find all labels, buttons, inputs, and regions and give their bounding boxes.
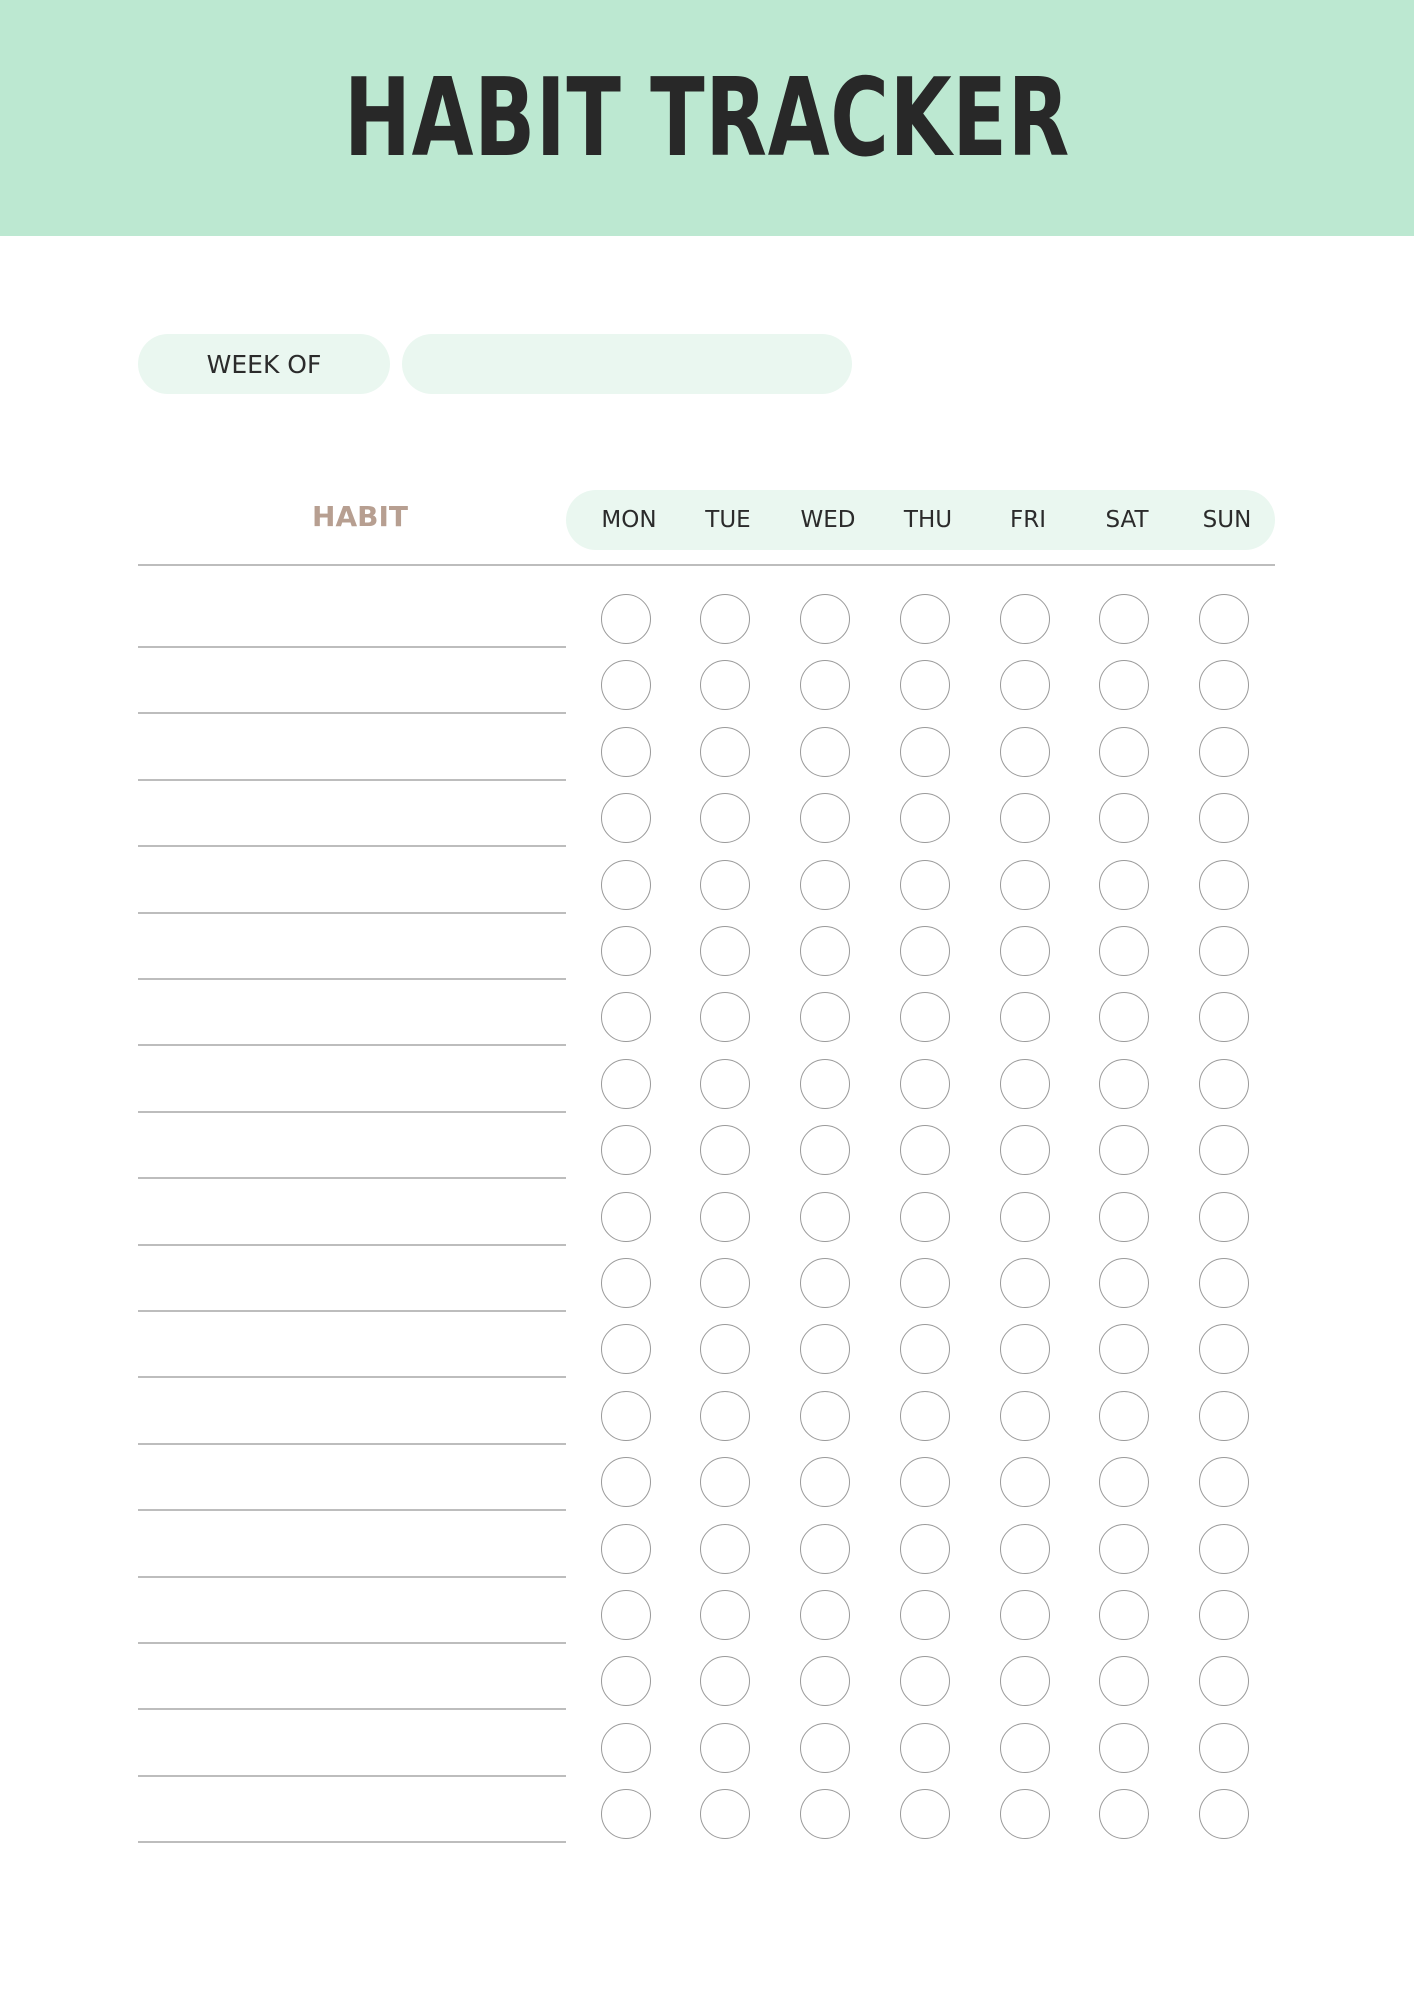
habit-line[interactable] (138, 1177, 566, 1179)
checkbox-circle-sat[interactable] (1099, 793, 1149, 843)
checkbox-circle-sun[interactable] (1199, 1656, 1249, 1706)
checkbox-circle-sun[interactable] (1199, 1524, 1249, 1574)
checkbox-circle-sat[interactable] (1099, 1192, 1149, 1242)
checkbox-circle-sat[interactable] (1099, 860, 1149, 910)
checkbox-circle-fri[interactable] (1000, 594, 1050, 644)
checkbox-circle-thu[interactable] (900, 793, 950, 843)
checkbox-circle-sat[interactable] (1099, 1723, 1149, 1773)
checkbox-circle-tue[interactable] (700, 660, 750, 710)
checkbox-circle-fri[interactable] (1000, 727, 1050, 777)
checkbox-circle-tue[interactable] (700, 1125, 750, 1175)
header-divider (138, 564, 1275, 566)
checkbox-circle-tue[interactable] (700, 727, 750, 777)
checkbox-circle-wed[interactable] (800, 1324, 850, 1374)
day-label-wed: WED (800, 507, 856, 533)
checkbox-circle-sun[interactable] (1199, 1258, 1249, 1308)
day-label-thu: THU (903, 507, 953, 533)
checkbox-circle-fri[interactable] (1000, 1059, 1050, 1109)
checkbox-circle-fri[interactable] (1000, 926, 1050, 976)
habit-line[interactable] (138, 646, 566, 648)
checkbox-circle-sat[interactable] (1099, 1324, 1149, 1374)
day-label-sat: SAT (1105, 507, 1149, 533)
checkbox-circle-mon[interactable] (601, 1656, 651, 1706)
checkbox-circle-fri[interactable] (1000, 1324, 1050, 1374)
checkbox-circle-sun[interactable] (1199, 1192, 1249, 1242)
checkbox-circle-wed[interactable] (800, 1590, 850, 1640)
checkbox-circle-sat[interactable] (1099, 594, 1149, 644)
checkbox-circle-fri[interactable] (1000, 992, 1050, 1042)
checkbox-circle-tue[interactable] (700, 1059, 750, 1109)
checkbox-circle-wed[interactable] (800, 660, 850, 710)
checkbox-circle-thu[interactable] (900, 1590, 950, 1640)
checkbox-circle-wed[interactable] (800, 860, 850, 910)
habit-line[interactable] (138, 1310, 566, 1312)
checkbox-circle-tue[interactable] (700, 1391, 750, 1441)
week-of-label: WEEK OF (138, 334, 390, 394)
checkbox-circle-thu[interactable] (900, 1324, 950, 1374)
checkbox-circle-fri[interactable] (1000, 1723, 1050, 1773)
checkbox-circle-fri[interactable] (1000, 1258, 1050, 1308)
checkbox-circle-mon[interactable] (601, 1524, 651, 1574)
checkbox-circle-wed[interactable] (800, 1789, 850, 1839)
habit-line[interactable] (138, 712, 566, 714)
checkbox-circle-sat[interactable] (1099, 1590, 1149, 1640)
checkbox-circle-fri[interactable] (1000, 1192, 1050, 1242)
checkbox-circle-wed[interactable] (800, 1258, 850, 1308)
checkbox-circle-sat[interactable] (1099, 727, 1149, 777)
day-label-tue: TUE (705, 507, 751, 533)
checkbox-circle-tue[interactable] (700, 1258, 750, 1308)
checkbox-circle-thu[interactable] (900, 860, 950, 910)
checkbox-circle-thu[interactable] (900, 1059, 950, 1109)
checkbox-circle-wed[interactable] (800, 594, 850, 644)
checkbox-circle-thu[interactable] (900, 1457, 950, 1507)
habit-line[interactable] (138, 1509, 566, 1511)
checkbox-circle-thu[interactable] (900, 1125, 950, 1175)
checkbox-circle-thu[interactable] (900, 1258, 950, 1308)
checkbox-circle-sat[interactable] (1099, 1656, 1149, 1706)
checkbox-circle-fri[interactable] (1000, 793, 1050, 843)
checkbox-circle-mon[interactable] (601, 1125, 651, 1175)
checkbox-circle-sat[interactable] (1099, 1457, 1149, 1507)
checkbox-circle-mon[interactable] (601, 1391, 651, 1441)
checkbox-circle-thu[interactable] (900, 1524, 950, 1574)
checkbox-circle-wed[interactable] (800, 1457, 850, 1507)
checkbox-circle-wed[interactable] (800, 1192, 850, 1242)
checkbox-circle-sun[interactable] (1199, 594, 1249, 644)
checkbox-circle-thu[interactable] (900, 660, 950, 710)
checkbox-circle-mon[interactable] (601, 992, 651, 1042)
checkbox-circle-mon[interactable] (601, 1457, 651, 1507)
checkbox-circle-wed[interactable] (800, 1059, 850, 1109)
checkbox-circle-sun[interactable] (1199, 992, 1249, 1042)
checkbox-circle-wed[interactable] (800, 1125, 850, 1175)
checkbox-circle-thu[interactable] (900, 727, 950, 777)
checkbox-circle-thu[interactable] (900, 1656, 950, 1706)
checkbox-circle-mon[interactable] (601, 594, 651, 644)
checkbox-circle-fri[interactable] (1000, 860, 1050, 910)
checkbox-circle-thu[interactable] (900, 594, 950, 644)
checkbox-circle-sat[interactable] (1099, 1258, 1149, 1308)
checkbox-circle-thu[interactable] (900, 1391, 950, 1441)
checkbox-circle-fri[interactable] (1000, 660, 1050, 710)
habit-line[interactable] (138, 1642, 566, 1644)
checkbox-circle-thu[interactable] (900, 1192, 950, 1242)
week-of-field[interactable] (402, 334, 852, 394)
checkbox-circle-mon[interactable] (601, 1324, 651, 1374)
checkbox-circle-sun[interactable] (1199, 1723, 1249, 1773)
checkbox-circle-fri[interactable] (1000, 1656, 1050, 1706)
habit-line[interactable] (138, 912, 566, 914)
checkbox-circle-mon[interactable] (601, 1723, 651, 1773)
day-label-mon: MON (601, 507, 657, 533)
checkbox-circle-sun[interactable] (1199, 660, 1249, 710)
checkbox-circle-tue[interactable] (700, 1192, 750, 1242)
checkbox-circle-sun[interactable] (1199, 1789, 1249, 1839)
habit-line[interactable] (138, 1443, 566, 1445)
habit-line[interactable] (138, 1775, 566, 1777)
habit-line[interactable] (138, 1244, 566, 1246)
checkbox-circle-sat[interactable] (1099, 926, 1149, 976)
habit-line[interactable] (138, 1576, 566, 1578)
checkbox-circle-wed[interactable] (800, 1524, 850, 1574)
checkbox-circle-fri[interactable] (1000, 1457, 1050, 1507)
checkbox-circle-sun[interactable] (1199, 727, 1249, 777)
checkbox-circle-sat[interactable] (1099, 1391, 1149, 1441)
checkbox-circle-wed[interactable] (800, 1656, 850, 1706)
habit-line[interactable] (138, 1708, 566, 1710)
checkbox-circle-sun[interactable] (1199, 1590, 1249, 1640)
habit-line[interactable] (138, 978, 566, 980)
checkbox-circle-sun[interactable] (1199, 1059, 1249, 1109)
day-label-sun: SUN (1202, 507, 1252, 533)
checkbox-circle-tue[interactable] (700, 1656, 750, 1706)
checkbox-circle-tue[interactable] (700, 992, 750, 1042)
checkbox-circle-thu[interactable] (900, 926, 950, 976)
checkbox-circle-tue[interactable] (700, 1457, 750, 1507)
checkbox-circle-wed[interactable] (800, 992, 850, 1042)
checkbox-circle-fri[interactable] (1000, 1590, 1050, 1640)
checkbox-circle-sat[interactable] (1099, 1524, 1149, 1574)
checkbox-circle-tue[interactable] (700, 1789, 750, 1839)
checkbox-circle-thu[interactable] (900, 992, 950, 1042)
checkbox-circle-sun[interactable] (1199, 1391, 1249, 1441)
checkbox-circle-tue[interactable] (700, 1723, 750, 1773)
checkbox-circle-sun[interactable] (1199, 1324, 1249, 1374)
checkbox-circle-tue[interactable] (700, 594, 750, 644)
checkbox-circle-fri[interactable] (1000, 1125, 1050, 1175)
checkbox-circle-mon[interactable] (601, 1192, 651, 1242)
checkbox-circle-sun[interactable] (1199, 860, 1249, 910)
checkbox-circle-fri[interactable] (1000, 1789, 1050, 1839)
checkbox-circle-mon[interactable] (601, 1258, 651, 1308)
checkbox-circle-mon[interactable] (601, 926, 651, 976)
checkbox-circle-tue[interactable] (700, 860, 750, 910)
checkbox-circle-fri[interactable] (1000, 1524, 1050, 1574)
checkbox-circle-sun[interactable] (1199, 926, 1249, 976)
checkbox-circle-wed[interactable] (800, 793, 850, 843)
checkbox-circle-tue[interactable] (700, 793, 750, 843)
checkbox-circle-tue[interactable] (700, 926, 750, 976)
checkbox-circle-sat[interactable] (1099, 660, 1149, 710)
checkbox-circle-sat[interactable] (1099, 1789, 1149, 1839)
checkbox-circle-tue[interactable] (700, 1524, 750, 1574)
checkbox-circle-fri[interactable] (1000, 1391, 1050, 1441)
checkbox-circle-tue[interactable] (700, 1324, 750, 1374)
page-title: HABIT TRACKER (344, 55, 1070, 181)
checkbox-circle-wed[interactable] (800, 1391, 850, 1441)
habit-line[interactable] (138, 1044, 566, 1046)
checkbox-circle-thu[interactable] (900, 1723, 950, 1773)
checkbox-circle-wed[interactable] (800, 926, 850, 976)
habit-line[interactable] (138, 779, 566, 781)
checkbox-circle-mon[interactable] (601, 660, 651, 710)
habit-line[interactable] (138, 1376, 566, 1378)
checkbox-circle-sun[interactable] (1199, 793, 1249, 843)
checkbox-circle-mon[interactable] (601, 1789, 651, 1839)
day-label-fri: FRI (1010, 507, 1046, 533)
habit-line[interactable] (138, 1841, 566, 1843)
checkbox-circle-mon[interactable] (601, 1059, 651, 1109)
habit-line[interactable] (138, 845, 566, 847)
checkbox-circle-mon[interactable] (601, 727, 651, 777)
checkbox-circle-sat[interactable] (1099, 1125, 1149, 1175)
checkbox-circle-mon[interactable] (601, 793, 651, 843)
checkbox-circle-sun[interactable] (1199, 1125, 1249, 1175)
checkbox-circle-wed[interactable] (800, 1723, 850, 1773)
checkbox-circle-tue[interactable] (700, 1590, 750, 1640)
checkbox-circle-thu[interactable] (900, 1789, 950, 1839)
checkbox-circle-sun[interactable] (1199, 1457, 1249, 1507)
habit-line[interactable] (138, 1111, 566, 1113)
checkbox-circle-sat[interactable] (1099, 1059, 1149, 1109)
habit-column-header: HABIT (312, 499, 408, 533)
checkbox-circle-sat[interactable] (1099, 992, 1149, 1042)
checkbox-circle-mon[interactable] (601, 860, 651, 910)
checkbox-circle-wed[interactable] (800, 727, 850, 777)
checkbox-circle-mon[interactable] (601, 1590, 651, 1640)
